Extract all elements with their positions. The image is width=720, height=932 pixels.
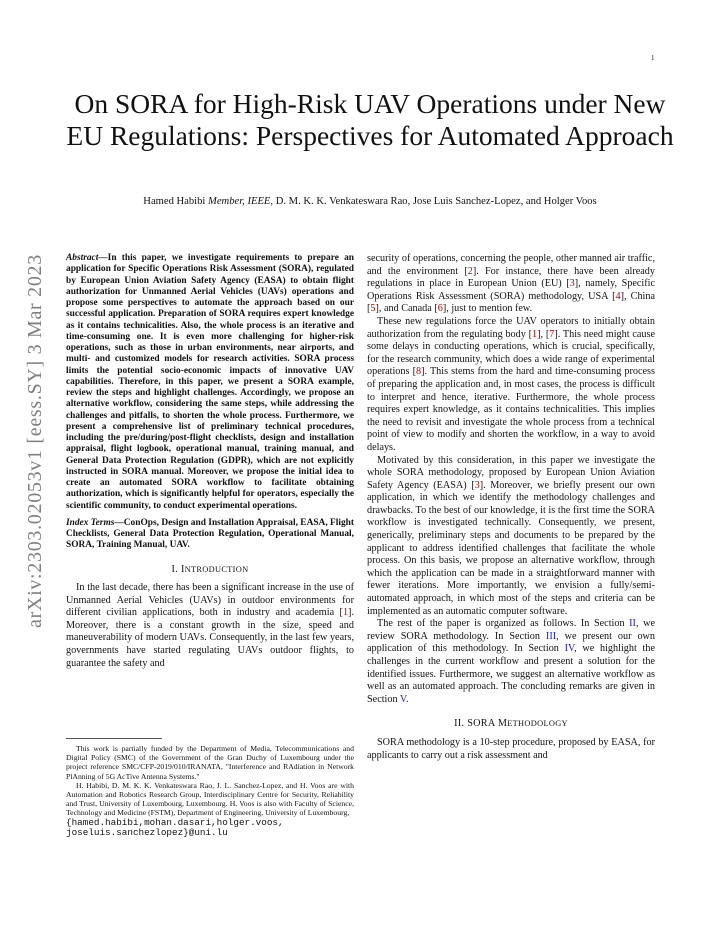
citation-link[interactable]: 3 <box>569 278 575 290</box>
page-number: 1 <box>651 54 655 62</box>
abstract-text: —In this paper, we investigate requirements to prepare an application for Specific Operations Risk Assessment (SORA), regulated by European Union Aviation Safety Agency (EASA) to obtain flight authorization for Unmanned Aerial Vehicles (UAVs) operations and propose some perspectives to automate the approach based on our successful application. Preparation of SORA requires expert knowledge as it contains technicalities. Also, the whole process is an iterative and time-consuming one. It is even more challenging for higher-risk operations, such as those in urban environments, near airports, and multi- and customized models for research activities. SORA process limits the potential socio-economic impacts of innovative UAV capabilities. Therefore, in this paper, we present a SORA example, review the steps and highlight challenges. Accordingly, we propose an alternative workflow, considering the same steps, while addressing the challenges and pitfalls, to shorten the whole process. Furthermore, we present a comprehensive list of preliminary technical procedures, including the pre/during/post-flight checklists, design and installation appraisal, flight logbook, operational manual, training manual, and General Data Protection Regulation (GDPR), which are not explicitly instructed in SORA manual. Moreover, we propose the initial idea to create an automated SORA workflow to facilitate obtaining authorization, which is significantly helpful for operators, especially the scientific community, to conduct experimental operations. <box>66 253 354 511</box>
citation-link[interactable]: 1 <box>342 607 349 619</box>
funding-note: This work is partially funded by the Department of Media, Telecommunications and Digital Policy (SMC) of the Government of the Gran Duchy of Luxembourg under the project reference SMC/CFP-2019/010/IRANATA, "Interference and RAdiation in Network PlAnning of 5G AcTive Antenna Systems." <box>66 744 354 781</box>
arxiv-stamp: arXiv:2303.02053v1 [eess.SY] 3 Mar 2023 <box>24 254 46 628</box>
footnote-rule <box>66 738 162 739</box>
footnote <box>66 744 354 838</box>
left-column <box>66 253 354 670</box>
section-link[interactable]: V <box>399 693 406 705</box>
author-name: Hamed Habibi <box>143 196 206 207</box>
citation-link[interactable]: 3 <box>474 479 480 491</box>
body-paragraph: Motivated by this consideration, in this paper we investigate the whole SORA methodology, proposed by European Union Aviation Safety Agency (EASA) [3]. Moreover, we briefly present our own application, in which we identify the methodology challenges and drawbacks. To the best of our knowledge, it is the first time the SORA workflow is investigated technically. Consequently, we present, generically, preliminary steps and documents to be prepared by the applicant to address identified challenges that facilitate the whole process. On this basis, we propose an alternative workflow, through which the application can be made in a straightforward manner with fewer iterations. More importantly, we envision a fully/semi-automated approach, in which most of the steps and criteria can be implemented as an automatic computer software. <box>367 454 655 617</box>
citation-link[interactable]: 5 <box>370 303 376 315</box>
section-link[interactable]: IV <box>564 643 575 655</box>
index-terms <box>66 518 354 552</box>
citation-link[interactable]: 7 <box>549 328 555 340</box>
body-paragraph: security of operations, concerning the people, other manned air traffic, and the environment [2]. For instance, there have been already regulations in place in European Union (EU) [3], namely, Specific Operations Risk Assessment (SORA) methodology, USA [4], China [5], and Canada [6], just to mention few. <box>367 253 655 315</box>
section-heading-sora: II. SORA METHODOLOGY <box>454 718 568 730</box>
right-column <box>367 253 655 762</box>
affiliation-note: H. Habibi, D. M. K. K. Venkateswara Rao, J. L. Sanchez-Lopez, and H. Voos are with Automation and Robotics Research Group, Interdisciplinary Centre for Security, Reliability and Trust, University of Luxembourg, Luxembourg. H. Voos is also with Faculty of Science, Technology and Medicine (FSTM), Department of Engineering, University of Luxembourg, <box>66 780 354 818</box>
author-others: , D. M. K. K. Venkateswara Rao, Jose Luis Sanchez-Lopez, and Holger Voos <box>270 196 597 207</box>
abstract-heading: Abstract <box>66 253 99 263</box>
section-link[interactable]: III <box>545 630 557 642</box>
section-link[interactable]: II <box>629 618 636 630</box>
abstract <box>66 253 354 512</box>
body-paragraph: The rest of the paper is organized as follows. In Section II, we review SORA methodology. In Section III, we present our own application of this methodology. In Section IV, we highlight the challenges in the current workflow and present a solution for the identified issues. Furthermore, we suggest an alternative workflow as well as an automated approach. The concluding remarks are given in Section V. <box>367 618 655 705</box>
body-paragraph: These new regulations force the UAV operators to initially obtain authorization from the regulating body [1], [7]. This need might cause some delays in conducting operations, which is crucial, specifically, for the research community, which does a wide range of experimental operations [8]. This stems from the hard and time-consuming process of preparing the application and, in most cases, the process is difficult to interpret and hence, iterative. Furthermore, the whole process requires expert knowledge, as it contains technicalities. This implies the need to revisit and investigate the whole process from a technical point of view to modify and shorten the workflow, in a way to avoid delays. <box>367 315 655 453</box>
body-paragraph: SORA methodology is a 10-step procedure, proposed by EASA, for applicants to carry out a risk assessment and <box>367 736 655 761</box>
index-terms-heading: Index Terms <box>66 517 115 528</box>
intro-paragraph: In the last decade, there has been a significant increase in the use of Unmanned Aerial Vehicles (UAVs) in outdoor environments for different civilian applications, both in industry and academia [1]. Moreover, there is a constant growth in the size, speed and maneuverability of modern UAVs. Consequently, in the last few years, governments have started regulating UAVs outdoor flights, to guarantee the safety and <box>66 582 354 669</box>
citation-link[interactable]: 8 <box>415 366 422 378</box>
paper-title: On SORA for High-Risk UAV Operations under New EU Regulations: Perspectives for Automated Approach <box>66 88 674 151</box>
citation-link[interactable]: 1 <box>532 328 538 340</box>
section-heading-introduction: I. INTRODUCTION <box>171 563 249 575</box>
author-membership: Member, IEEE <box>208 196 271 207</box>
index-terms-text: —ConOps, Design and Installation Appraisal, EASA, Flight Checklists, General Data Protection Regulation, Operational Manual, SORA, Training Manual, UAV. <box>66 517 355 551</box>
author-list <box>40 195 700 209</box>
citation-link[interactable]: 4 <box>615 290 621 302</box>
citation-link[interactable]: 6 <box>437 303 443 315</box>
citation-link[interactable]: 2 <box>467 265 473 277</box>
author-emails[interactable]: {hamed.habibi,mohan.dasari,holger.voos, joseluis.sanchezlopez}@uni.lu <box>66 816 284 838</box>
